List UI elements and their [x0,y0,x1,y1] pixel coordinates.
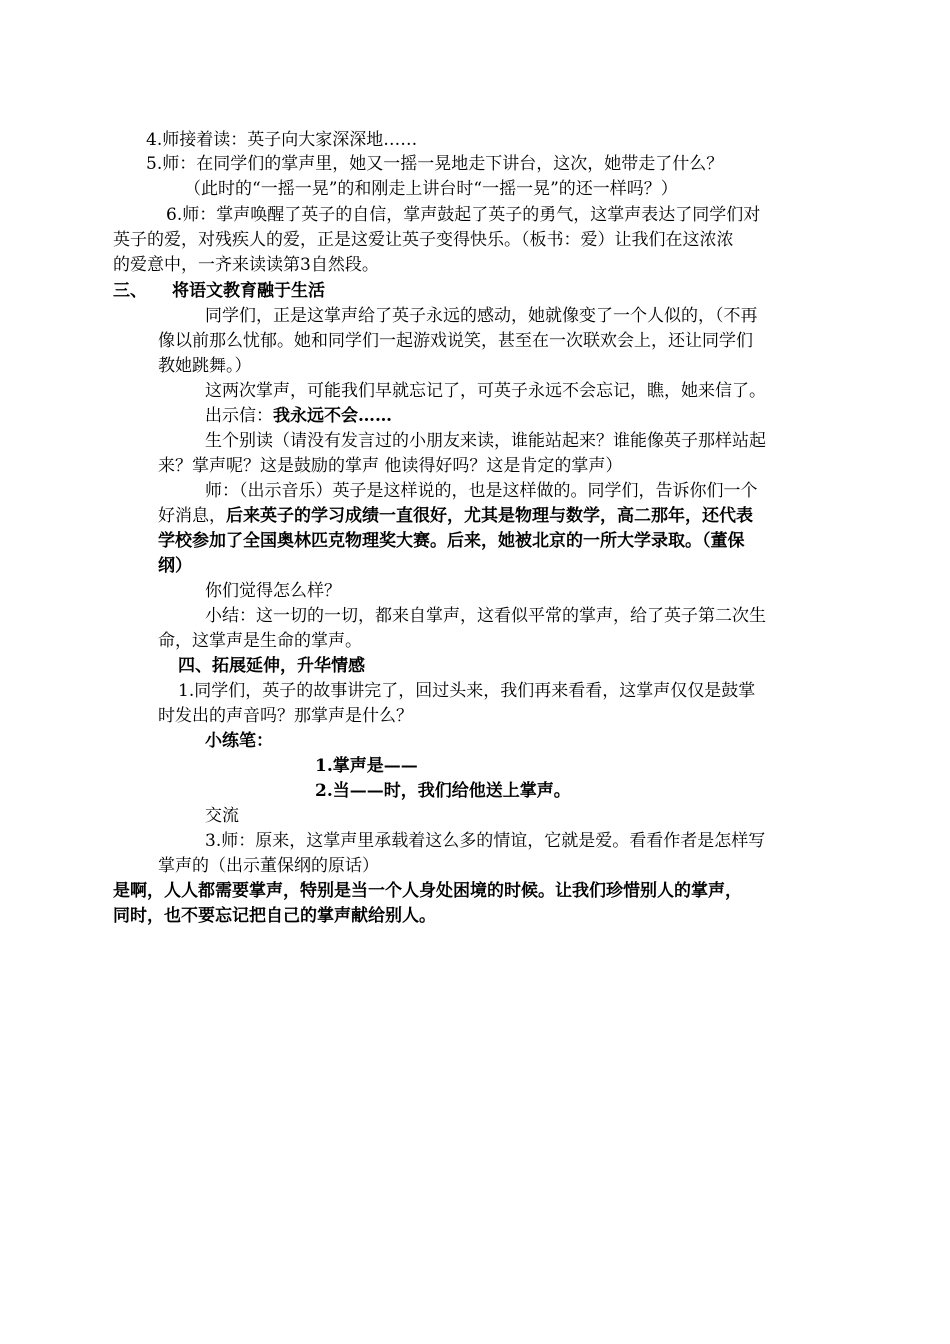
question-3-line-1: 3.师：原来，这掌声里承载着这么多的情谊，它就是爱。看看作者是怎样写 [205,831,766,851]
item-4: 4.师接着读：英子向大家深深地…… [146,130,418,150]
practice-item-2: 2.当——时，我们给他送上掌声。 [315,781,571,801]
item-6-line-2: 英子的爱，对残疾人的爱，正是这爱让英子变得快乐。（板书：爱）让我们在这浓浓 [113,230,734,250]
item-5: 5.师：在同学们的掌声里，她又一摇一晃地走下讲台，这次，她带走了什么？ [146,154,724,174]
summary-line-1: 小结：这一切的一切，都来自掌声，这看似平常的掌声，给了英子第二次生 [205,606,766,626]
item-6-line-3: 的爱意中，一齐来读读第3自然段。 [113,255,379,275]
para-4-line-1: 生个别读（请没有发言过的小朋友来读，谁能站起来？谁能像英子那样站起 [205,431,766,451]
summary-line-2: 命，这掌声是生命的掌声。 [158,631,362,651]
para-5-line-2-bold: 后来英子的学习成绩一直很好，尤其是物理与数学，高二那年，还代表 [226,506,753,526]
para-5-line-1: 师：（出示音乐）英子是这样说的，也是这样做的。同学们，告诉你们一个 [205,481,758,501]
question-3-line-2: 掌声的（出示董保纲的原话） [158,856,379,876]
section-3-number: 三、 [113,281,147,301]
para-1-line-2: 像以前那么忧郁。她和同学们一起游戏说笑，甚至在一次联欢会上，还让同学们 [158,331,753,351]
para-2: 这两次掌声，可能我们早就忘记了，可英子永远不会忘记，瞧，她来信了。 [205,381,766,401]
letter-label: 出示信： [205,406,273,426]
question-1-line-1: 1.同学们，英子的故事讲完了，回过头来，我们再来看看，这掌声仅仅是鼓掌 [178,681,756,701]
para-5-line-4: 纲） [158,556,192,576]
practice-label: 小练笔： [205,731,273,751]
item-5-note: （此时的“一摇一晃”的和刚走上讲台时“一摇一晃”的还一样吗？） [184,179,678,199]
practice-item-1: 1.掌声是—— [315,756,418,776]
closing-line-2: 同时，也不要忘记把自己的掌声献给别人。 [113,906,436,926]
para-5-line-3: 学校参加了全国奥林匹克物理奖大赛。后来，她被北京的一所大学录取。（董保 [158,531,745,551]
exchange-label: 交流 [205,806,239,826]
para-5-line-2 [158,504,753,528]
section-4-title: 四、拓展延伸，升华情感 [178,656,365,676]
para-6: 你们觉得怎么样？ [205,581,341,601]
para-4-line-2: 来？掌声呢？这是鼓励的掌声 他读得好吗？这是肯定的掌声） [158,456,623,476]
section-3-title: 将语文教育融于生活 [172,281,325,301]
item-6-line-1: 6.师：掌声唤醒了英子的自信，掌声鼓起了英子的勇气，这掌声表达了同学们对 [166,205,761,225]
letter-excerpt: 我永远不会…… [273,406,392,426]
para-1-line-1: 同学们，正是这掌声给了英子永远的感动，她就像变了一个人似的，（不再 [205,306,758,326]
question-1-line-2: 时发出的声音吗？那掌声是什么？ [158,706,413,726]
para-1-line-3: 教她跳舞。） [158,356,252,376]
para-3 [205,404,392,428]
para-5-line-2-normal: 好消息， [158,506,226,526]
closing-line-1: 是啊，人人都需要掌声，特别是当一个人身处困境的时候。让我们珍惜别人的掌声， [113,881,742,901]
